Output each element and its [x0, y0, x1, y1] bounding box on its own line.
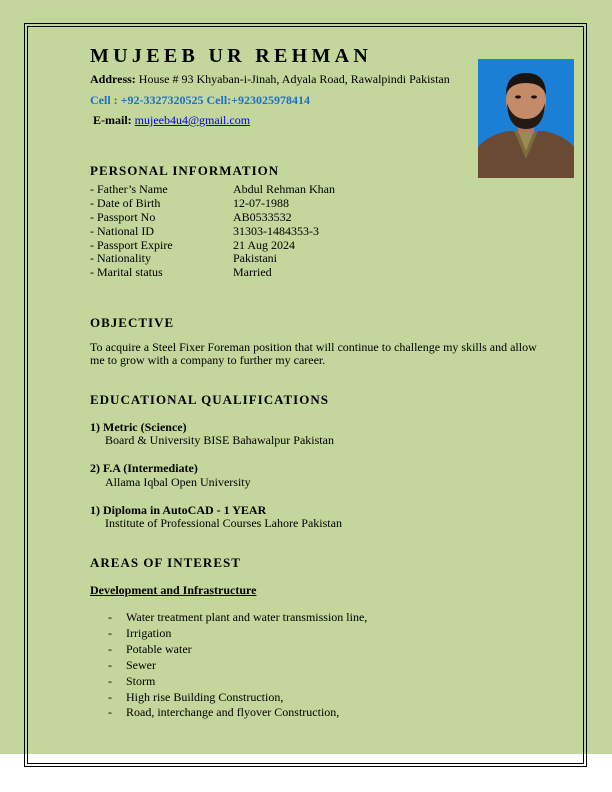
personal-value: Pakistani: [233, 251, 277, 265]
list-item: [108, 658, 156, 673]
personal-label: - Nationality: [90, 251, 151, 265]
personal-label: - Date of Birth: [90, 196, 161, 210]
email-link[interactable]: mujeeb4u4@gmail.com: [134, 113, 251, 127]
personal-value: 31303-1484353-3: [233, 224, 319, 238]
education-item-title: 1) Diploma in AutoCAD - 1 YEAR: [90, 503, 267, 517]
personal-info-heading: PERSONAL INFORMATION: [90, 163, 280, 178]
objective-heading: OBJECTIVE: [90, 315, 175, 330]
education-item-title: 2) F.A (Intermediate): [90, 461, 198, 475]
bullet-dash: -: [108, 626, 112, 640]
personal-value: Abdul Rehman Khan: [233, 182, 335, 196]
bullet-dash: -: [108, 705, 112, 719]
list-item-text: Road, interchange and flyover Construction,: [126, 705, 340, 719]
list-item-text: Water treatment plant and water transmission line,: [126, 610, 368, 624]
list-item: [108, 690, 284, 705]
bullet-dash: -: [108, 642, 112, 656]
list-item: [108, 705, 340, 720]
personal-label: - Passport Expire: [90, 238, 173, 252]
email-label: E-mail:: [93, 113, 132, 127]
bullet-dash: -: [108, 610, 112, 624]
personal-label: - Passport No: [90, 210, 156, 224]
list-item: [108, 610, 368, 625]
education-heading: EDUCATIONAL QUALIFICATIONS: [90, 392, 329, 407]
interest-heading: AREAS OF INTEREST: [90, 555, 241, 570]
list-item: [108, 626, 172, 641]
personal-value: Married: [233, 265, 272, 279]
address-value: House # 93 Khyaban-i-Jinah, Adyala Road, Rawalpindi Pakistan: [138, 72, 450, 86]
list-item: [108, 674, 156, 689]
personal-label: - Father’s Name: [90, 182, 168, 196]
personal-value: 12-07-1988: [233, 196, 289, 210]
cell-numbers: Cell : +92-3327320525 Cell:+923025978414: [90, 93, 310, 107]
bullet-dash: -: [108, 658, 112, 672]
list-item-text: Storm: [126, 674, 156, 688]
objective-text: To acquire a Steel Fixer Foreman position that will continue to challenge my skills and allow me to grow with a company to further my career.: [90, 340, 537, 367]
candidate-name: MUJEEB UR REHMAN: [90, 45, 373, 67]
address-line: [90, 72, 450, 87]
interest-subheading: Development and Infrastructure: [90, 583, 257, 597]
bullet-dash: -: [108, 690, 112, 704]
education-item-detail: Allama Iqbal Open University: [105, 475, 251, 489]
personal-label: - National ID: [90, 224, 154, 238]
education-item-detail: Institute of Professional Courses Lahore Pakistan: [105, 516, 342, 530]
profile-photo: [478, 59, 574, 178]
education-item-detail: Board & University BISE Bahawalpur Pakistan: [105, 433, 334, 447]
list-item-text: High rise Building Construction,: [126, 690, 284, 704]
personal-value: 21 Aug 2024: [233, 238, 296, 252]
address-label: Address:: [90, 72, 136, 86]
personal-label: - Marital status: [90, 265, 163, 279]
list-item-text: Potable water: [126, 642, 192, 656]
profile-photo-image: [478, 59, 574, 178]
education-item-title: 1) Metric (Science): [90, 420, 187, 434]
list-item: [108, 642, 192, 657]
bullet-dash: -: [108, 674, 112, 688]
list-item-text: Sewer: [126, 658, 156, 672]
email-line: [93, 113, 250, 128]
personal-value: AB0533532: [233, 210, 292, 224]
list-item-text: Irrigation: [126, 626, 172, 640]
